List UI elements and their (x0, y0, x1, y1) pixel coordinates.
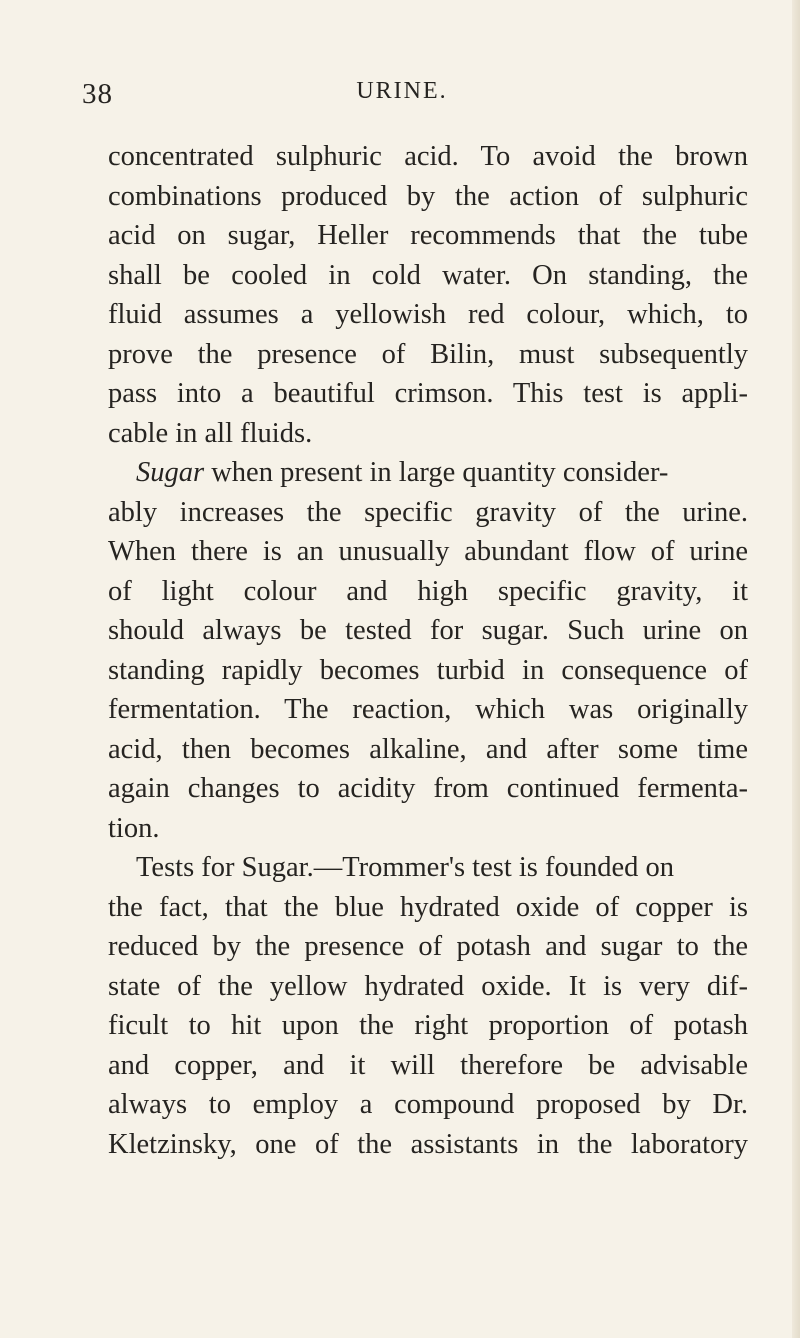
italic-term: Sugar (136, 457, 205, 488)
text-line: should always be tested for sugar. Such urine on (108, 615, 748, 646)
text-line: concentrated sulphuric acid. To avoid the brown (108, 141, 748, 172)
text-line: of light colour and high specific gravity, it (108, 575, 748, 607)
text-line: state of the yellow hydrated oxide. It is very dif- (108, 970, 748, 1002)
text-line: fermentation. The reaction, which was originally (108, 694, 748, 725)
text-line: acid on sugar, Heller recommends that the tube (108, 220, 748, 251)
text-line: ably increases the specific gravity of the urine. (108, 496, 748, 528)
text-line: fluid assumes a yellowish red colour, which, to (108, 299, 748, 330)
text-line: cable in all fluids. (108, 417, 313, 449)
body-text (108, 137, 748, 1164)
text-line: always to employ a compound proposed by Dr. (108, 1089, 748, 1120)
text-line: prove the presence of Bilin, must subsequently (108, 338, 748, 370)
page-header (82, 78, 722, 114)
text-line: again changes to acidity from continued fermenta- (108, 773, 748, 804)
text-line: pass into a beautiful crimson. This test is appli- (108, 378, 748, 409)
text-line: reduced by the presence of potash and sugar to the (108, 931, 748, 962)
text-line: ficult to hit upon the right proportion of potash (108, 1010, 748, 1041)
text-line: shall be cooled in cold water. On standing, the (108, 259, 748, 291)
running-head: URINE. (356, 78, 448, 104)
text-line: Sugar when present in large quantity consider- (136, 457, 669, 488)
text-line: tion. (108, 812, 160, 844)
text-line: combinations produced by the action of sulphuric (108, 180, 748, 212)
text-line: When there is an unusually abundant flow of urine (108, 536, 748, 567)
text-line: standing rapidly becomes turbid in consequence of (108, 654, 748, 686)
text-line: and copper, and it will therefore be advisable (108, 1049, 748, 1081)
text-line: acid, then becomes alkaline, and after some time (108, 733, 748, 765)
text-line: Tests for Sugar.—Trommer's test is founded on (136, 852, 675, 883)
text-line: Kletzinsky, one of the assistants in the laboratory (108, 1128, 748, 1160)
page-edge (792, 0, 800, 1338)
text-line: the fact, that the blue hydrated oxide of copper is (108, 891, 748, 923)
page-number: 38 (82, 78, 113, 110)
